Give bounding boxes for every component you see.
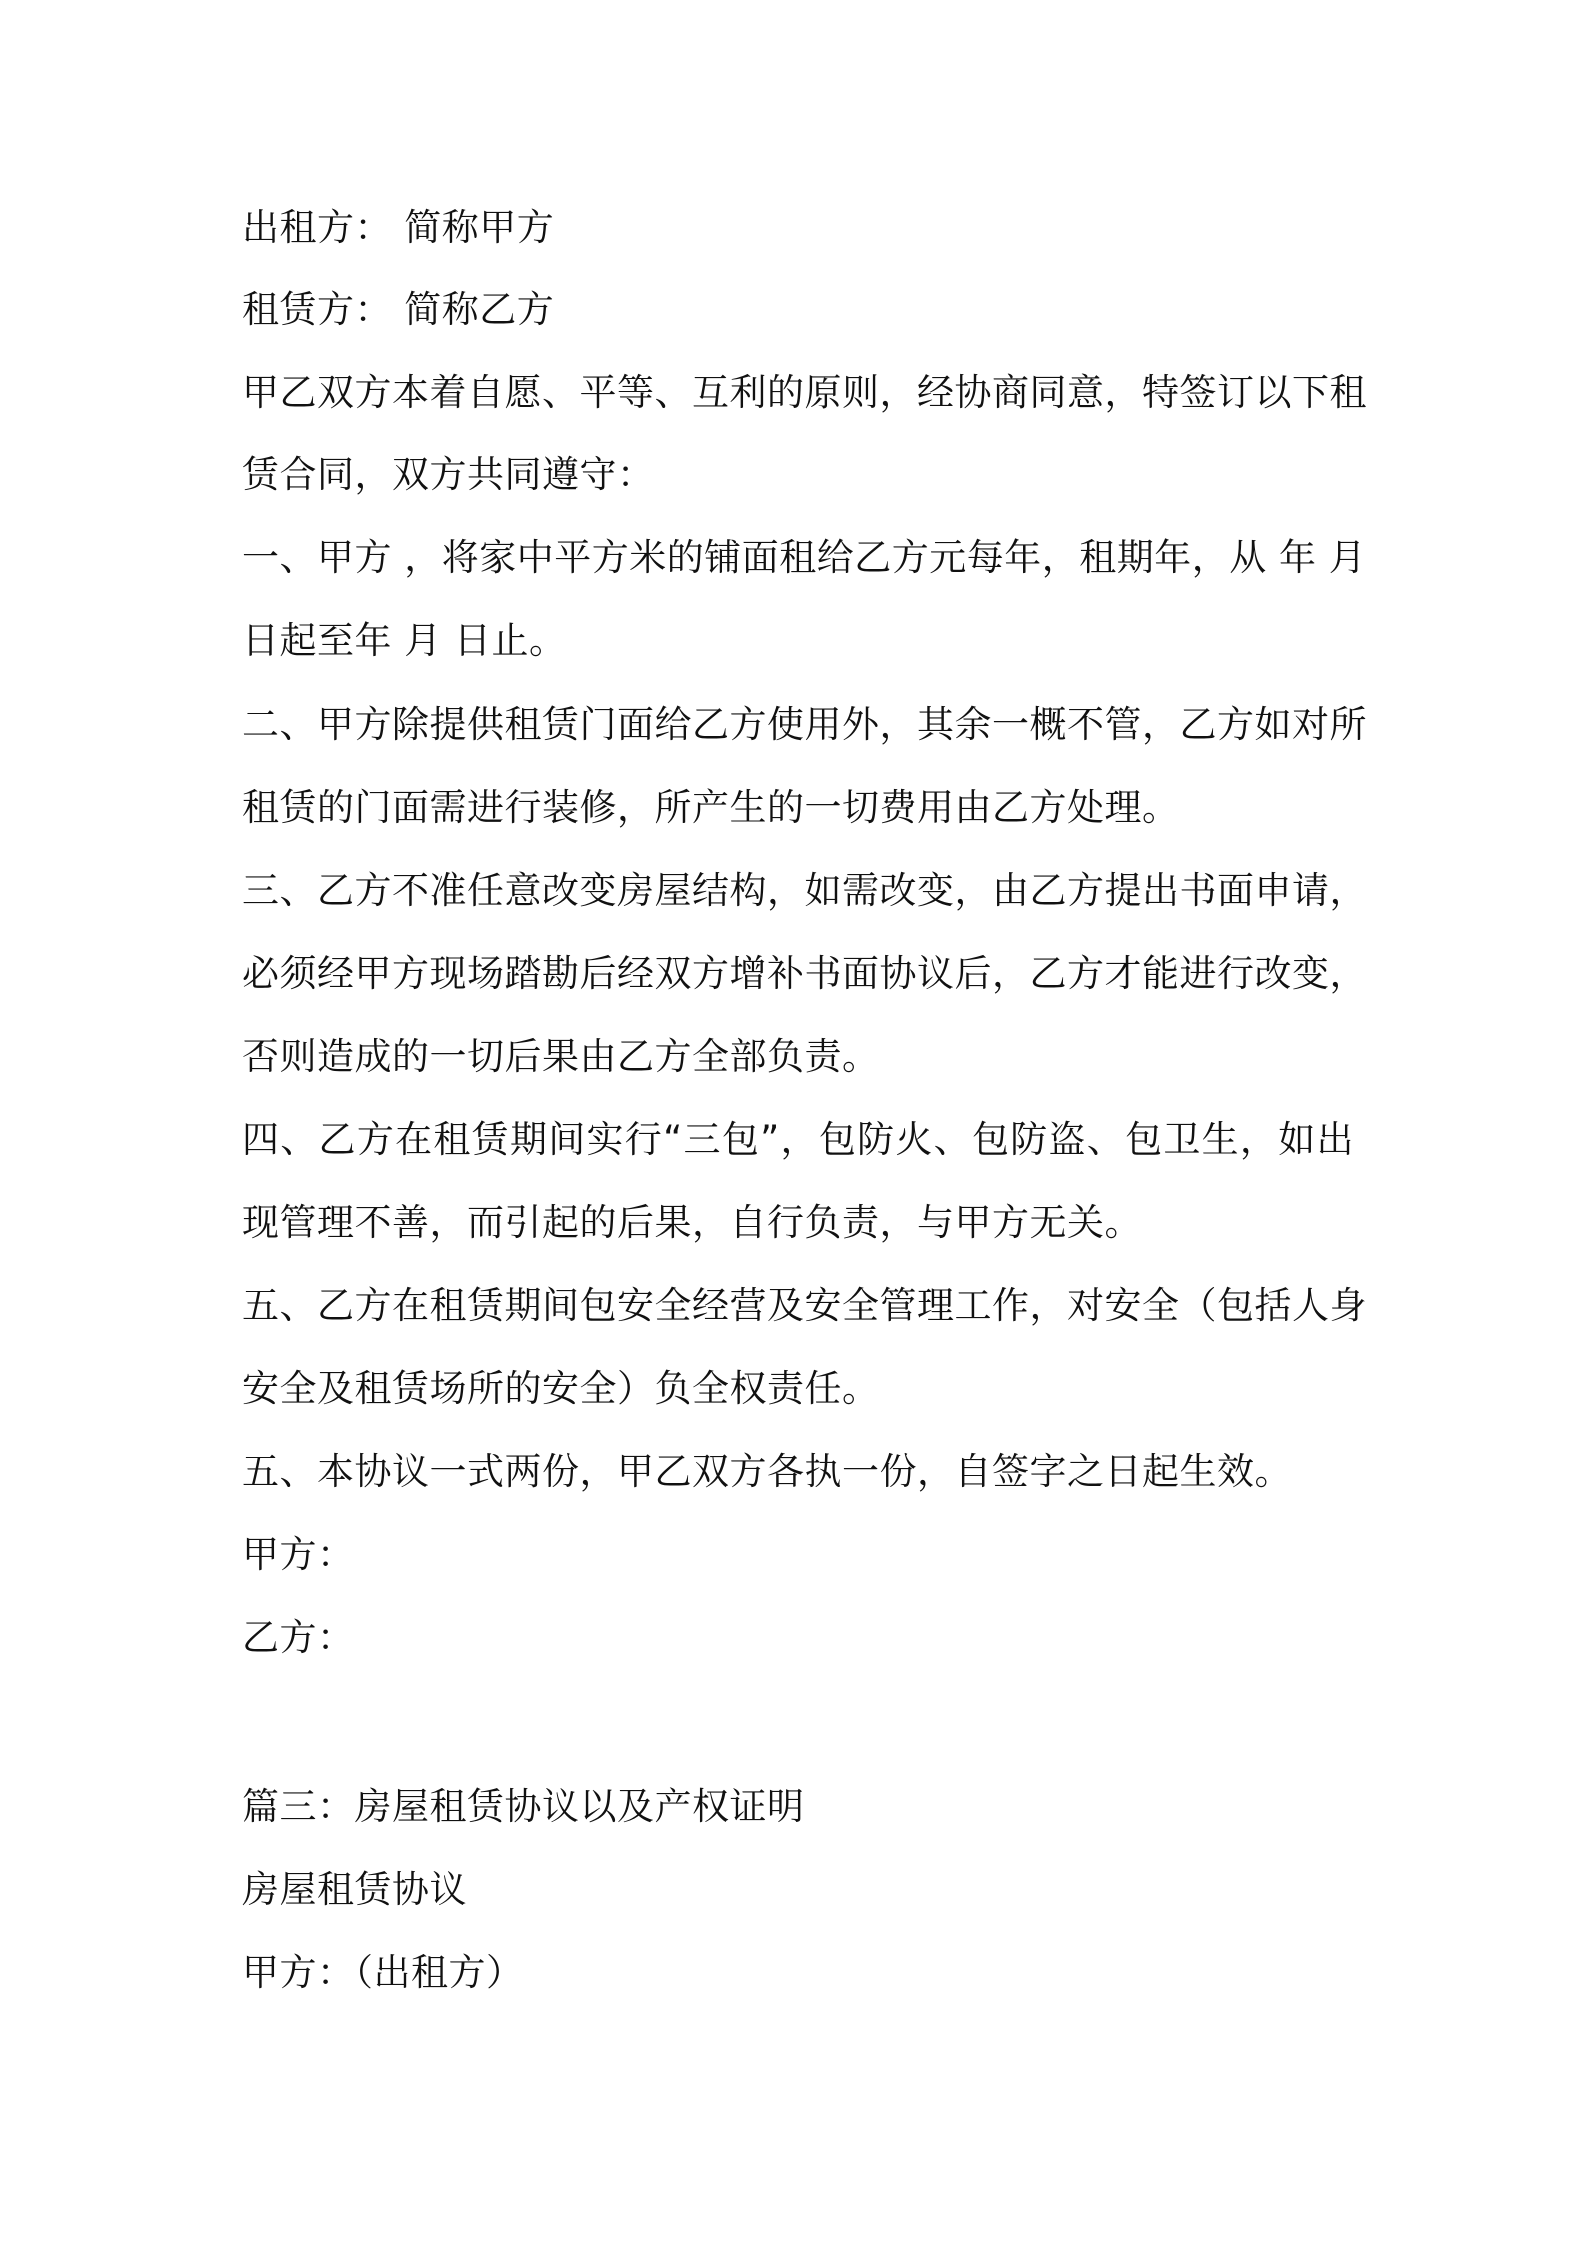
lessor-line: 出租方： 简称甲方 [242,206,555,249]
clause-4-line-1: 四、乙方在租赁期间实行“三包”，包防火、包防盗、包卫生，如出 [242,1118,1354,1161]
clause-3-line-2: 必须经甲方现场踏勘后经双方增补书面协议后，乙方才能进行改变， [242,952,1367,995]
clause-1-line-2: 日起至年 月 日止。 [242,619,567,662]
clause-5-line-1: 五、乙方在租赁期间包安全经营及安全管理工作，对安全（包括人身 [242,1284,1367,1327]
clause-6-line: 五、本协议一式两份，甲乙双方各执一份，自签字之日起生效。 [242,1450,1292,1493]
party-a-line: 甲方：（出租方） [242,1951,524,1994]
preamble-line-2: 赁合同，双方共同遵守： [242,453,655,496]
clause-3-line-1: 三、乙方不准任意改变房屋结构，如需改变，由乙方提出书面申请， [242,869,1367,912]
clause-3-line-3: 否则造成的一切后果由乙方全部负责。 [242,1035,880,1078]
party-a-signature-line: 甲方： [242,1533,355,1576]
agreement-title: 房屋租赁协议 [242,1868,467,1911]
clause-2-line-1: 二、甲方除提供租赁门面给乙方使用外，其余一概不管，乙方如对所 [242,703,1367,746]
section-heading: 篇三：房屋租赁协议以及产权证明 [242,1785,805,1828]
lessee-line: 租赁方： 简称乙方 [242,288,555,331]
clause-5-line-2: 安全及租赁场所的安全）负全权责任。 [242,1367,880,1410]
clause-2-line-2: 租赁的门面需进行装修，所产生的一切费用由乙方处理。 [242,786,1180,829]
preamble-line-1: 甲乙双方本着自愿、平等、互利的原则，经协商同意，特签订以下租 [242,371,1367,414]
party-b-signature-line: 乙方： [242,1616,355,1659]
clause-1-line-1: 一、甲方 ，将家中平方米的铺面租给乙方元每年，租期年，从 年 月 [242,536,1367,579]
clause-4-line-2: 现管理不善，而引起的后果，自行负责，与甲方无关。 [242,1201,1142,1244]
